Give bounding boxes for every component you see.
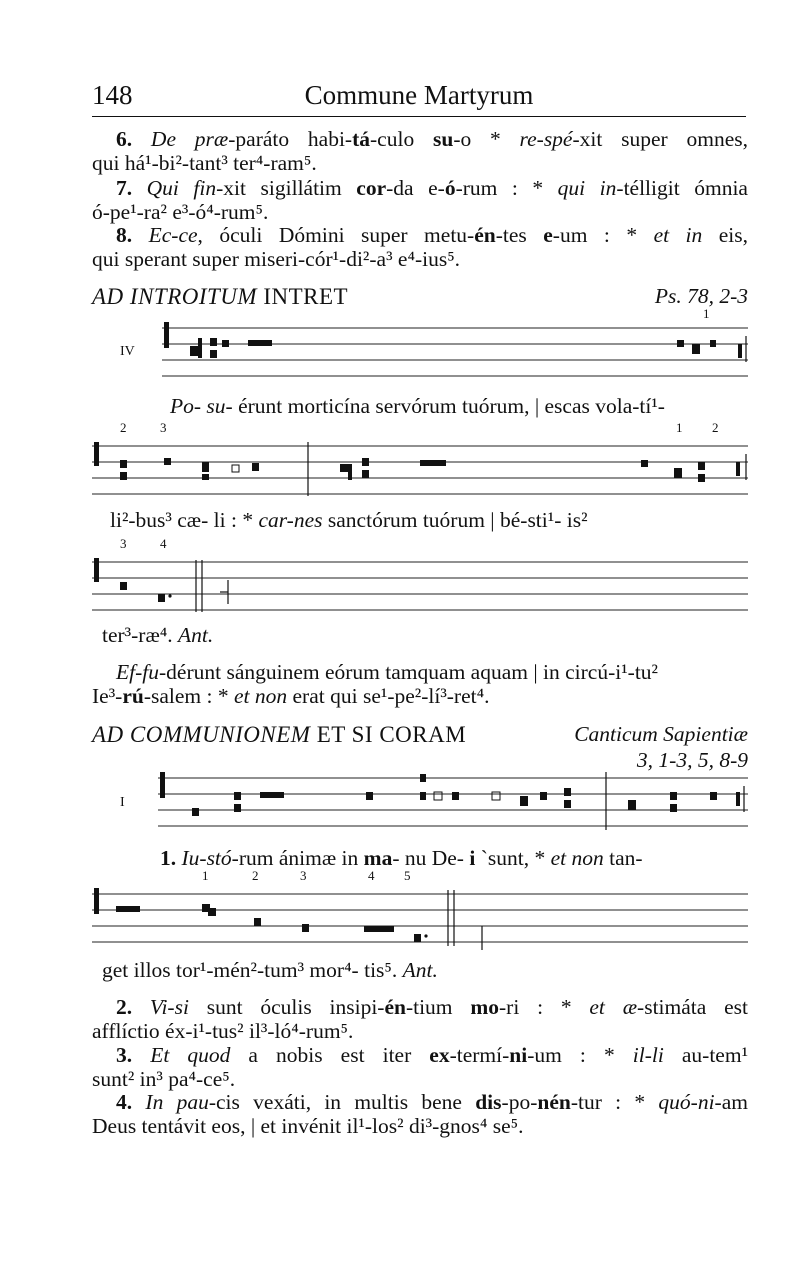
running-title: Commune Martyrum [304, 80, 534, 110]
text-run: -paráto habi- [228, 127, 353, 151]
text-run: -termí- [449, 1043, 510, 1067]
communion-rubric [92, 722, 466, 748]
neume [158, 594, 165, 602]
neume [420, 792, 426, 800]
text-run: Iu-stó [181, 846, 232, 870]
staff-digit: 1 [703, 306, 710, 321]
neume [434, 792, 442, 800]
neume [210, 350, 217, 358]
verse-line [92, 176, 748, 200]
neume [364, 926, 394, 932]
text-run: érunt morticína servórum tuórum, | escas vola-tí¹- [232, 394, 665, 418]
verse-number: 6. [116, 127, 151, 151]
rubric-italic: AD COMMUNIONEM [92, 722, 311, 747]
staff-digit: 3 [120, 536, 127, 551]
text-run: præ [194, 127, 229, 151]
neume [698, 474, 705, 482]
page-number: 148 [92, 80, 133, 110]
text-run: dis [475, 1090, 502, 1114]
verse-line [92, 1043, 748, 1067]
staff-digit: 2 [252, 868, 259, 883]
staff-digit: 1 [676, 420, 683, 435]
verse-line [92, 127, 748, 151]
text-run: ex [429, 1043, 450, 1067]
mode-number: I [120, 795, 125, 810]
text-run: ma [363, 846, 393, 870]
text-run: sunt óculis insipi- [188, 995, 385, 1019]
neume [366, 792, 373, 800]
staff-svg [92, 880, 748, 950]
introit-rubric [92, 284, 348, 310]
psalm-reference: Ps. 78, 2-3 [654, 284, 748, 308]
text-run: Ant. [178, 623, 214, 647]
canticle-verses: 3, 1-3, 5, 8-9 [636, 748, 748, 772]
neume [302, 924, 309, 932]
verse-number: 3. [116, 1043, 151, 1067]
chant-staff-3 [92, 548, 748, 618]
verse-2 [92, 995, 748, 1043]
neume [628, 800, 636, 810]
staff-digit: 4 [160, 536, 167, 551]
neume [164, 458, 171, 465]
text-run: au-tem¹ [663, 1043, 749, 1067]
neume [120, 460, 127, 468]
neume [210, 338, 217, 346]
text-run: sanctórum tuórum | bé-sti¹- is² [322, 508, 588, 532]
lyric-line [92, 394, 796, 418]
neume [120, 472, 127, 480]
antiphon-line [92, 660, 772, 684]
lyric-line [92, 623, 758, 647]
neume [252, 463, 259, 471]
verse-line [92, 223, 748, 247]
verse-line [92, 1090, 748, 1114]
neume [120, 582, 127, 590]
c-clef [164, 322, 169, 348]
neume [254, 918, 261, 926]
text-run: Vi-si [149, 995, 189, 1019]
mora [168, 594, 171, 597]
text-run: i [469, 846, 476, 870]
neume [414, 934, 421, 942]
neume [641, 460, 648, 467]
neume [234, 804, 241, 812]
c-clef [160, 772, 165, 798]
c-clef [94, 888, 99, 914]
text-run: De [150, 127, 195, 151]
text-run: Qui fin [146, 176, 217, 200]
text-run: -stimáta est [637, 995, 748, 1019]
neume [710, 792, 717, 800]
canticle-reference: Canticum Sapientiæ [574, 722, 748, 746]
verse-7 [92, 176, 748, 224]
text-run: ter³-ræ⁴. [102, 623, 179, 647]
staff-digit: 2 [712, 420, 719, 435]
lyric-line [92, 508, 766, 532]
staff-svg [92, 548, 748, 618]
neume [198, 338, 202, 358]
text-run: su [432, 127, 454, 151]
staff-digit: 5 [404, 868, 411, 883]
neume [222, 340, 229, 347]
verse-number: 2. [116, 995, 150, 1019]
text-run: et non [233, 684, 288, 708]
neume [670, 804, 677, 812]
verse-number: 8. [116, 223, 149, 247]
text-run: én [474, 223, 496, 247]
text-run: -da e- [386, 176, 445, 200]
chant-staff-1 [162, 312, 748, 384]
text-run: ni [509, 1043, 528, 1067]
text-run: tá [352, 127, 371, 151]
text-run: -o * [453, 127, 520, 151]
text-run: , óculi Dómini super metu- [197, 223, 475, 247]
chant-staff-4 [158, 764, 748, 838]
staff-digit: 3 [160, 420, 167, 435]
text-run: -rum ánimæ in [231, 846, 364, 870]
text-run: -rum : * [455, 176, 558, 200]
neume [564, 800, 571, 808]
text-run: -dérunt sánguinem eórum tamquam aquam | in circú-i¹-tu² [159, 660, 659, 684]
text-run: Ie³- [92, 684, 123, 708]
text-run: Ef-fu [116, 660, 159, 684]
text-run: e [543, 223, 553, 247]
staff-digit: 2 [120, 420, 127, 435]
neume [698, 462, 705, 470]
text-run: -cis vexáti, in multis bene [208, 1090, 476, 1114]
verse-line: afflíctio éx-i¹-tus² il³-ló⁴-rum⁵. [92, 1019, 354, 1043]
neume [260, 792, 284, 798]
verse-line: ó-pe¹-ra² e³-ó⁴-rum⁵. [92, 200, 269, 224]
verse-6 [92, 127, 748, 175]
text-run: mo [470, 995, 499, 1019]
neume [492, 792, 500, 800]
text-run: `sunt, * [475, 846, 551, 870]
staff-svg [158, 764, 748, 838]
neume [340, 464, 348, 472]
neume [362, 458, 369, 466]
neume [420, 460, 446, 466]
neume [248, 340, 272, 346]
verse-3 [92, 1043, 748, 1091]
text-run: et in [653, 223, 703, 247]
verse-line: Deus tentávit eos, | et invénit il¹-los² di³-gnos⁴ se⁵. [92, 1114, 524, 1138]
text-run: et æ [589, 995, 638, 1019]
text-run: erat qui se¹-pe²-lí³-ret⁴. [287, 684, 490, 708]
neume [232, 465, 239, 472]
staff-svg [162, 312, 748, 384]
text-run: re-spé [519, 127, 573, 151]
neume [234, 792, 241, 800]
text-run: Po- su- [170, 394, 233, 418]
neume [564, 788, 571, 796]
staff-digit: 4 [368, 868, 375, 883]
text-run: -tium [405, 995, 471, 1019]
rubric-italic: AD INTROITUM [92, 284, 258, 309]
mode-number: IV [120, 344, 135, 359]
text-run: -tes [495, 223, 544, 247]
verse-line [92, 995, 748, 1019]
neume [116, 906, 140, 912]
antiphon-line [92, 684, 748, 708]
text-run: -télligit ómnia [616, 176, 748, 200]
text-run: ó [444, 176, 456, 200]
text-run: tan- [603, 846, 643, 870]
text-run: cor [356, 176, 387, 200]
text-run: quó-ni [658, 1090, 715, 1114]
verse-line: qui há¹-bi²-tant³ ter⁴-ram⁵. [92, 151, 317, 175]
neume [710, 340, 716, 347]
text-run: In pau [145, 1090, 209, 1114]
neume [674, 468, 682, 478]
text-run: -xit sigillátim [216, 176, 357, 200]
chant-staff-2 [92, 430, 748, 502]
text-run: rú [122, 684, 144, 708]
text-run: -um : * [552, 223, 654, 247]
neume [540, 792, 547, 800]
neume [190, 346, 198, 356]
text-run: get illos tor¹-mén²-tum³ mor⁴- tis⁵. [102, 958, 403, 982]
neume [348, 464, 352, 480]
verse-8 [92, 223, 748, 271]
text-run: 1. [160, 846, 182, 870]
text-run: car-nes [258, 508, 323, 532]
introit-heading [92, 284, 748, 312]
text-run: il-li [632, 1043, 664, 1067]
neume [670, 792, 677, 800]
header-rule [92, 116, 746, 117]
text-run: qui in [557, 176, 617, 200]
mora [424, 934, 427, 937]
rubric-incipit: INTRET [257, 284, 349, 309]
text-run: -culo [370, 127, 433, 151]
neume [202, 462, 209, 472]
rubric-incipit: ET SI CORAM [310, 722, 467, 747]
text-run: nén [537, 1090, 571, 1114]
verse-number: 7. [116, 176, 147, 200]
neume [738, 344, 742, 358]
neume [452, 792, 459, 800]
staff-digit: 1 [202, 868, 209, 883]
neume [736, 792, 740, 806]
verse-4 [92, 1090, 748, 1138]
neume [692, 344, 700, 354]
neume [420, 774, 426, 782]
lyric-line [92, 846, 796, 870]
verse-number: 4. [116, 1090, 146, 1114]
communion-heading [92, 722, 748, 750]
neume [192, 808, 199, 816]
neume [677, 340, 684, 347]
text-run: -salem : * [143, 684, 234, 708]
neume [202, 474, 209, 480]
text-run: -xit super omnes, [572, 127, 748, 151]
staff-digit: 3 [300, 868, 307, 883]
text-run: Et quod [150, 1043, 231, 1067]
verse-line: sunt² in³ pa⁴-ce⁵. [92, 1067, 236, 1091]
text-run: Ant. [402, 958, 438, 982]
text-run: én [384, 995, 406, 1019]
text-run: - nu De- [392, 846, 470, 870]
text-run: -tur : * [570, 1090, 659, 1114]
text-run: eis, [702, 223, 749, 247]
text-run: li²-bus³ cæ- li : * [110, 508, 259, 532]
chant-staff-5 [92, 880, 748, 950]
text-run: -um : * [527, 1043, 633, 1067]
text-run: Ec-ce [148, 223, 198, 247]
text-run: et non [550, 846, 604, 870]
text-run: -am [714, 1090, 748, 1114]
staff-svg [92, 430, 748, 502]
neume [520, 796, 528, 806]
lyric-line [92, 958, 758, 982]
neume [208, 908, 216, 916]
text-run: -ri : * [499, 995, 590, 1019]
neume [736, 462, 740, 476]
neume [362, 470, 369, 478]
c-clef [94, 558, 99, 582]
verse-line: qui sperant super miseri-cór¹-di²-a³ e⁴-ius⁵. [92, 247, 461, 271]
text-run: -po- [501, 1090, 538, 1114]
page-header [92, 80, 746, 116]
c-clef [94, 442, 99, 466]
text-run: a nobis est iter [230, 1043, 430, 1067]
